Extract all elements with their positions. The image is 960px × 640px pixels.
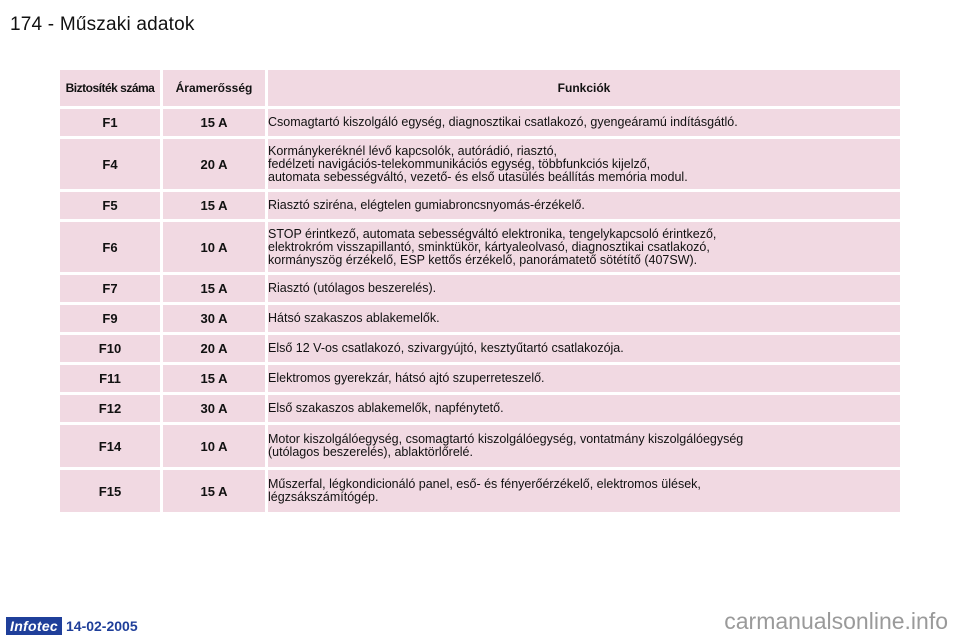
function-cell: Kormánykeréknél lévő kapcsolók, autórádió, riasztó, fedélzeti navigációs-telekommunikációs egység, többfunkciós kijelző, automata sebességváltó, vezető- és első utasülés beállítás memória modul.	[268, 139, 900, 189]
column-header-functions: Funkciók	[268, 70, 900, 106]
amperage-cell: 15 A	[163, 275, 265, 302]
fuse-table	[57, 67, 903, 515]
footer	[6, 617, 138, 635]
footer-date: 14-02-2005	[66, 618, 138, 634]
table-row	[60, 470, 900, 512]
fuse-cell: F14	[60, 425, 160, 467]
table-row	[60, 335, 900, 362]
amperage-cell: 30 A	[163, 395, 265, 422]
table-row	[60, 139, 900, 189]
amperage-cell: 15 A	[163, 192, 265, 219]
table-row	[60, 109, 900, 136]
fuse-cell: F12	[60, 395, 160, 422]
table-row	[60, 365, 900, 392]
function-cell: Műszerfal, légkondicionáló panel, eső- és fényerőérzékelő, elektromos ülések, légzsákszámítógép.	[268, 470, 900, 512]
table-row	[60, 425, 900, 467]
fuse-cell: F11	[60, 365, 160, 392]
page-number: 174	[10, 14, 43, 35]
fuse-cell: F7	[60, 275, 160, 302]
function-cell: Csomagtartó kiszolgáló egység, diagnosztikai csatlakozó, gyengeáramú indításgátló.	[268, 109, 900, 136]
watermark: carmanualsonline.info	[724, 608, 948, 634]
function-cell: Első 12 V-os csatlakozó, szivargyújtó, kesztyűtartó csatlakozója.	[268, 335, 900, 362]
amperage-cell: 15 A	[163, 365, 265, 392]
amperage-cell: 20 A	[163, 139, 265, 189]
table-row	[60, 305, 900, 332]
column-header-amperage: Áramerősség	[163, 70, 265, 106]
function-cell: Motor kiszolgálóegység, csomagtartó kiszolgálóegység, vontatmány kiszolgálóegység (utólagos beszerelés), ablaktörlőrelé.	[268, 425, 900, 467]
table-row	[60, 275, 900, 302]
fuse-cell: F15	[60, 470, 160, 512]
column-header-fuse-number: Biztosíték száma	[60, 70, 160, 106]
fuse-cell: F5	[60, 192, 160, 219]
function-cell: Első szakaszos ablakemelők, napfénytető.	[268, 395, 900, 422]
amperage-cell: 15 A	[163, 470, 265, 512]
header-separator: -	[47, 14, 55, 35]
fuse-cell: F4	[60, 139, 160, 189]
amperage-cell: 10 A	[163, 425, 265, 467]
amperage-cell: 10 A	[163, 222, 265, 272]
function-cell: Elektromos gyerekzár, hátsó ajtó szuperreteszelő.	[268, 365, 900, 392]
function-cell: Hátsó szakaszos ablakemelők.	[268, 305, 900, 332]
table-row	[60, 395, 900, 422]
amperage-cell: 30 A	[163, 305, 265, 332]
fuse-cell: F6	[60, 222, 160, 272]
table-header-row	[60, 70, 900, 106]
page-header	[10, 14, 195, 36]
amperage-cell: 15 A	[163, 109, 265, 136]
fuse-cell: F10	[60, 335, 160, 362]
amperage-cell: 20 A	[163, 335, 265, 362]
table-row	[60, 192, 900, 219]
page-title: Műszaki adatok	[59, 14, 195, 35]
function-cell: STOP érintkező, automata sebességváltó elektronika, tengelykapcsoló érintkező, elektrokróm visszapillantó, sminktükör, kártyaleolvasó, diagnosztikai csatlakozó, kormányszög érzékelő, ESP kettős érzékelő, panorámatető sötétítő (407SW).	[268, 222, 900, 272]
function-cell: Riasztó sziréna, elégtelen gumiabroncsnyomás-érzékelő.	[268, 192, 900, 219]
table-row	[60, 222, 900, 272]
infotec-logo: Infotec	[6, 617, 62, 635]
fuse-cell: F9	[60, 305, 160, 332]
function-cell: Riasztó (utólagos beszerelés).	[268, 275, 900, 302]
fuse-cell: F1	[60, 109, 160, 136]
